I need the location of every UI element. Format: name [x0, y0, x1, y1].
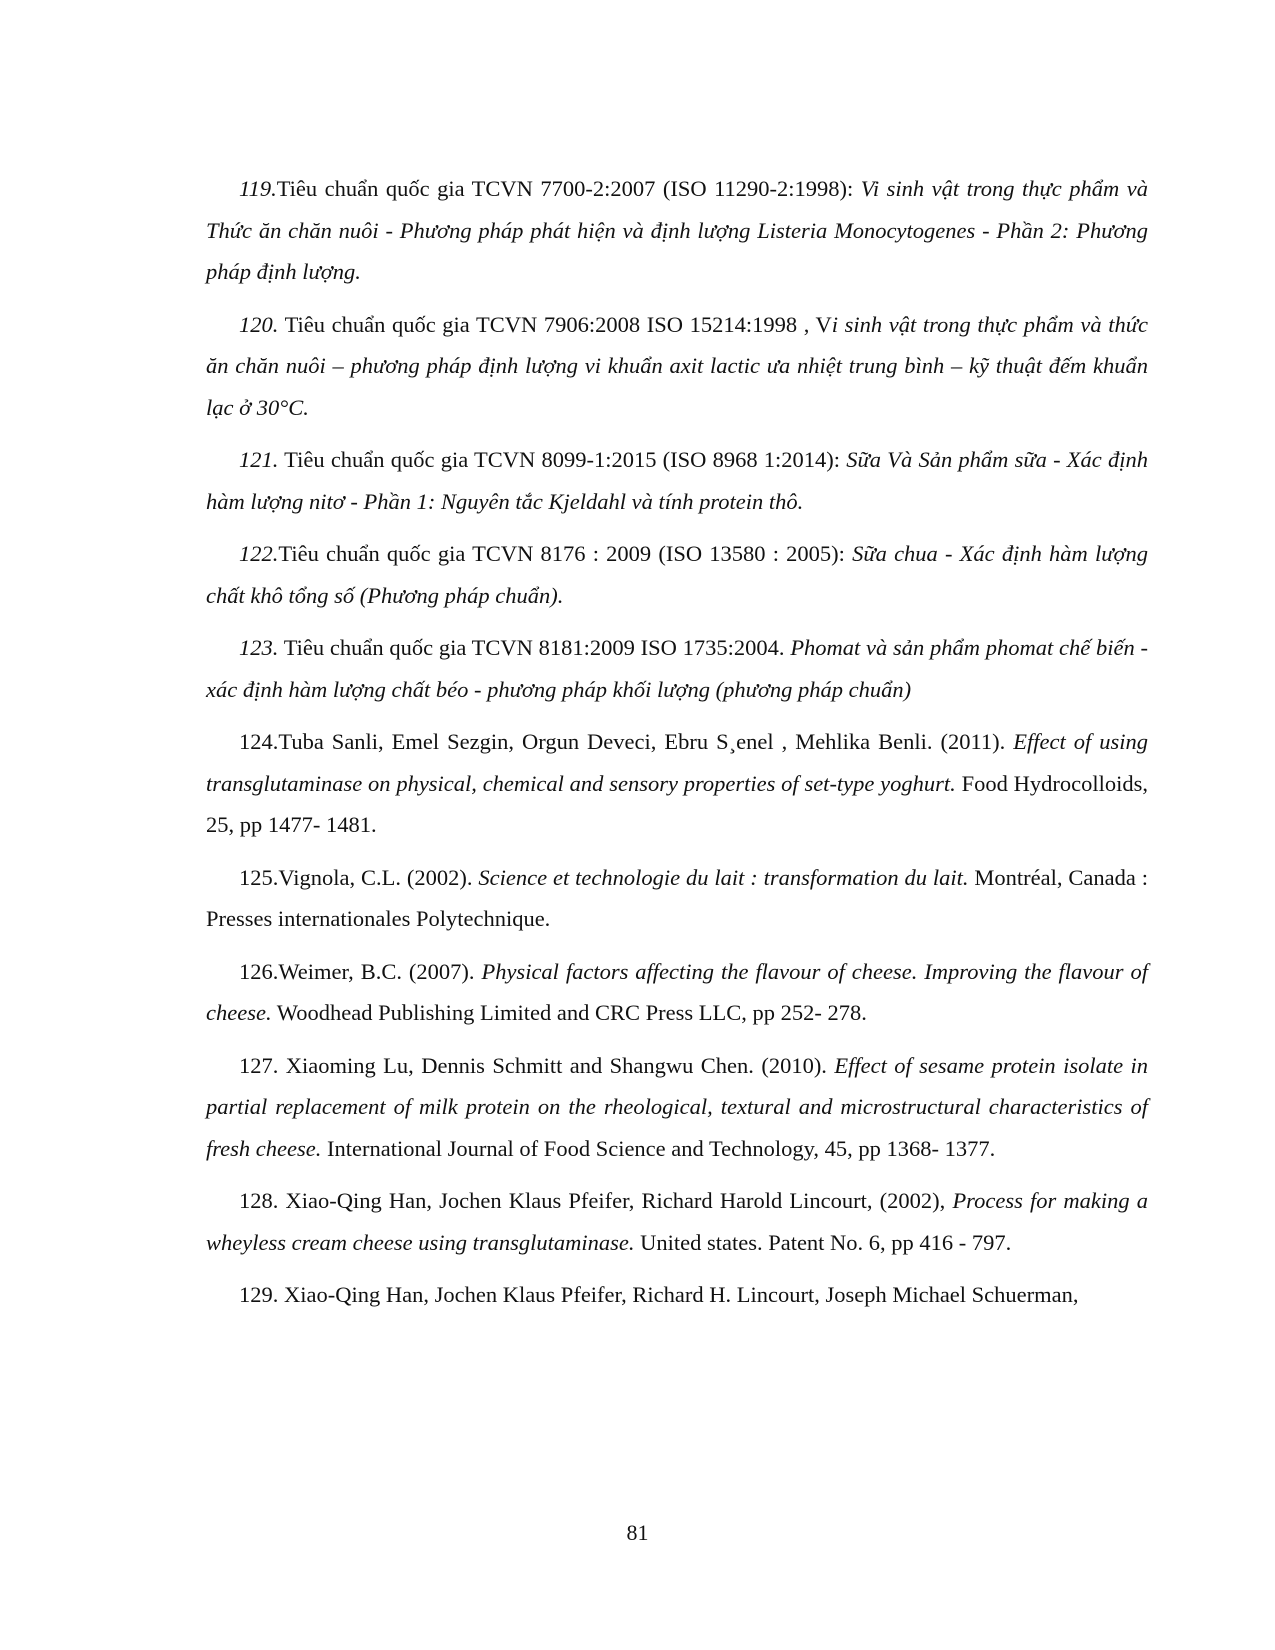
reference-number: 123. — [239, 635, 279, 660]
reference-text: Woodhead Publishing Limited and CRC Press LLC, pp 252- 278. — [271, 1000, 867, 1025]
reference-item — [206, 1274, 1148, 1316]
reference-number: 124. — [239, 729, 279, 754]
reference-title: Process for making a wheyless cream cheese using transglutaminase. — [206, 1188, 1148, 1255]
reference-number: 126. — [239, 958, 279, 984]
reference-number: 119. — [239, 176, 277, 201]
reference-title: Effect of using transglutaminase on physical, chemical and sensory properties of set-type yoghurt. — [206, 729, 1148, 796]
reference-item — [206, 439, 1148, 522]
reference-text: Tiêu chuẩn quốc gia TCVN 8099-1:2015 (ISO 8968 1:2014): — [278, 447, 847, 472]
reference-text: Montréal, Canada : Presses internationales Polytechnique. — [206, 864, 1149, 931]
reference-title: Physical factors affecting the flavour of cheese. Improving the flavour of cheese. — [206, 958, 1148, 1025]
reference-title: Phomat và sản phẩm phomat chế biến - xác định hàm lượng chất béo - phương pháp khối lượng (phương pháp chuẩn) — [206, 635, 1148, 702]
reference-item — [206, 951, 1148, 1034]
reference-text: Tuba Sanli, Emel Sezgin, Orgun Deveci, Ebru S¸enel , Mehlika Benli. (2011). — [278, 729, 1014, 754]
reference-text: Vignola, C.L. (2002). — [278, 864, 479, 890]
reference-number: 129. — [239, 1282, 279, 1307]
reference-title: Sữa Và Sản phẩm sữa - Xác định hàm lượng nitơ - Phần 1: Nguyên tắc Kjeldahl và tính protein thô. — [206, 447, 1148, 514]
reference-text: United states. Patent No. 6, pp 416 - 797. — [634, 1229, 1012, 1255]
reference-list — [206, 168, 1148, 1327]
reference-number: 121. — [239, 447, 279, 472]
reference-item — [206, 721, 1148, 846]
reference-title: Vi sinh vật trong thực phẩm và Thức ăn chăn nuôi - Phương pháp phát hiện và định lượng Listeria Monocytogenes - Phần 2: Phương pháp định lượng. — [206, 176, 1148, 284]
reference-title: Effect of sesame protein isolate in partial replacement of milk protein on the rheological, textural and microstructural characteristics of fresh cheese. — [206, 1052, 1148, 1161]
reference-title: Science et technologie du lait : transformation du lait. — [478, 864, 969, 890]
reference-text: Xiao-Qing Han, Jochen Klaus Pfeifer, Richard Harold Lincourt, (2002), — [278, 1188, 953, 1213]
reference-text: Tiêu chuẩn quốc gia TCVN 7700-2:2007 (ISO 11290-2:1998): — [276, 176, 861, 201]
reference-text: Xiaoming Lu, Dennis Schmitt and Shangwu Chen. (2010). — [278, 1052, 835, 1078]
reference-item — [206, 533, 1148, 616]
reference-title: i sinh vật trong thực phẩm và thức ăn chăn nuôi – phương pháp định lượng vi khuẩn axit lactic ưa nhiệt trung bình – kỹ thuật đếm khuẩn lạc ở 30°C. — [206, 311, 1148, 420]
reference-number: 125. — [239, 864, 279, 890]
reference-item — [206, 168, 1148, 293]
reference-item — [206, 627, 1148, 710]
reference-item — [206, 1045, 1148, 1170]
reference-number: 127. — [239, 1052, 279, 1078]
reference-text: International Journal of Food Science and Technology, 45, pp 1368- 1377. — [321, 1135, 996, 1161]
reference-item — [206, 304, 1148, 429]
reference-text: Weimer, B.C. (2007). — [278, 958, 482, 984]
reference-title: Sữa chua - Xác định hàm lượng chất khô tổng số (Phương pháp chuẩn). — [206, 541, 1148, 608]
reference-text: Tiêu chuẩn quốc gia TCVN 7906:2008 ISO 15214:1998 , V — [278, 311, 832, 337]
reference-number: 128. — [239, 1188, 279, 1213]
reference-item — [206, 857, 1148, 940]
reference-text: Xiao-Qing Han, Jochen Klaus Pfeifer, Richard H. Lincourt, Joseph Michael Schuerman, — [278, 1282, 1079, 1307]
reference-number: 122. — [239, 541, 279, 566]
reference-item — [206, 1180, 1148, 1263]
reference-number: 120. — [239, 311, 279, 337]
reference-text: Food Hydrocolloids, 25, pp 1477- 1481. — [206, 770, 1148, 837]
page-number: 81 — [626, 1520, 649, 1545]
reference-text: Tiêu chuẩn quốc gia TCVN 8181:2009 ISO 1735:2004. — [278, 635, 791, 660]
reference-text: Tiêu chuẩn quốc gia TCVN 8176 : 2009 (ISO 13580 : 2005): — [278, 541, 853, 566]
